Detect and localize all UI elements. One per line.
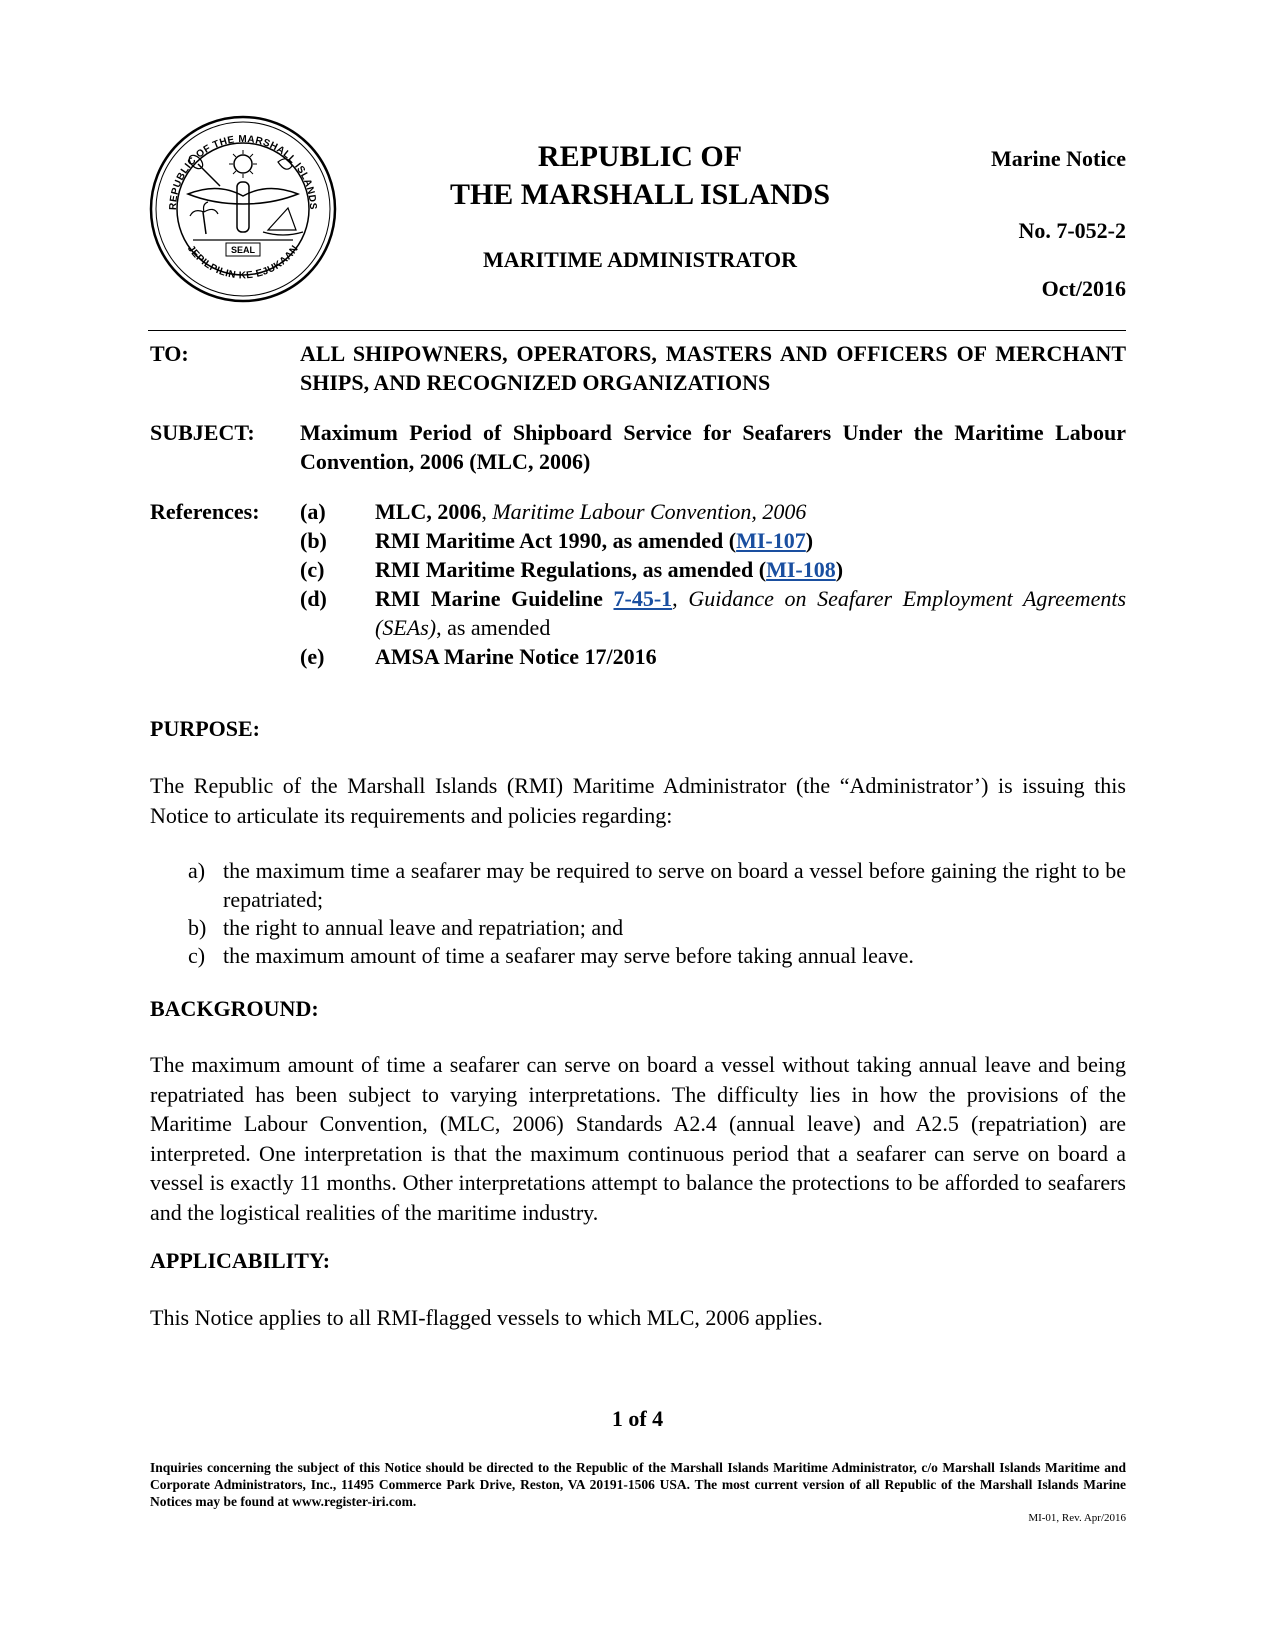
ref-a-sep: , (481, 499, 493, 524)
ref-b (375, 526, 1126, 555)
ref-c-link[interactable]: MI-108 (766, 557, 836, 582)
doc-number: No. 7-052-2 (1018, 218, 1126, 243)
ref-c-letter: (c) (300, 557, 325, 582)
seal-label: SEAL (230, 245, 256, 255)
ref-e-title: AMSA Marine Notice 17/2016 (375, 644, 657, 669)
purpose-intro: The Republic of the Marshall Islands (RMI) Maritime Administrator (the “Administrator’) is issuing this Notice to articulate its requirements and policies regarding: (150, 773, 1126, 828)
ref-d-link[interactable]: 7-45-1 (613, 586, 673, 611)
seal-text-top: REPUBLIC OF THE MARSHALL ISLANDS (167, 134, 319, 211)
ref-b-letter: (b) (300, 528, 327, 553)
ref-d-sep: , (672, 586, 689, 611)
ref-a-letter: (a) (300, 499, 326, 524)
ref-c-title: RMI Maritime Regulations, as amended ( (375, 557, 767, 582)
marshall-islands-seal-icon (148, 112, 338, 306)
subtitle: MARITIME ADMINISTRATOR (483, 247, 797, 272)
background-text: The maximum amount of time a seafarer can serve on board a vessel without taking annual leave and being repatriated has been subject to varying interpretations. The difficulty lies in how the provisions of the Maritime Labour Convention, (MLC, 2006) Standards A2.4 (annual leave) and A2.5 (repatriation) are interpreted. One interpretation is that the maximum continuous period that a seafarer can serve on board a vessel is exactly 11 months. Other interpretations attempt to balance the protections to be afforded to seafarers and the logistical realities of the maritime industry. (150, 1052, 1126, 1225)
form-id: MI-01, Rev. Apr/2016 (1028, 1512, 1126, 1524)
references-label: References: (150, 499, 260, 524)
purpose-heading: PURPOSE: (150, 716, 260, 741)
applicability-heading: APPLICABILITY: (150, 1248, 331, 1273)
to-label: TO: (150, 341, 189, 366)
ref-e (375, 642, 1126, 671)
purpose-item-c: the maximum amount of time a seafarer may serve before taking annual leave. (223, 943, 914, 968)
ref-a-title: MLC, 2006 (375, 499, 482, 524)
ref-a-italic: Maritime Labour Convention, 2006 (492, 499, 807, 524)
purpose-item-b: the right to annual leave and repatriation; and (223, 915, 624, 940)
ref-d-title: RMI Marine Guideline (375, 586, 614, 611)
ref-c (375, 555, 1126, 584)
title-line-2: THE MARSHALL ISLANDS (449, 178, 831, 211)
subject-value: Maximum Period of Shipboard Service for Seafarers Under the Maritime Labour Convention, 2006 (MLC, 2006) (300, 420, 1126, 474)
ref-b-link[interactable]: MI-107 (736, 528, 806, 553)
purpose-item-b-marker: b) (188, 915, 207, 940)
purpose-item-a: the maximum time a seafarer may be required to serve on board a vessel before gaining the right to be repatriated; (223, 858, 1126, 912)
header-divider (148, 330, 1126, 331)
title-line-1: REPUBLIC OF (537, 140, 743, 173)
ref-d-letter: (d) (300, 586, 327, 611)
applicability-text: This Notice applies to all RMI-flagged vessels to which MLC, 2006 applies. (150, 1305, 823, 1330)
to-value: ALL SHIPOWNERS, OPERATORS, MASTERS AND OFFICERS OF MERCHANT SHIPS, AND RECOGNIZED ORGANIZATIONS (300, 341, 1126, 395)
footer-inquiries: Inquiries concerning the subject of this Notice should be directed to the Republic of the Marshall Islands Maritime Administrator, c/o Marshall Islands Maritime and Corporate Administrators, Inc., 11495 Commerce Park Drive, Reston, VA 20191-1506 USA. The most current version of all Republic of the Marshall Islands Marine Notices may be found at www.register-iri.com. (150, 1460, 1126, 1509)
purpose-item-c-marker: c) (188, 943, 206, 968)
purpose-item-a-marker: a) (188, 858, 206, 883)
ref-d (375, 584, 1126, 642)
subject-label: SUBJECT: (150, 420, 255, 445)
ref-b-title: RMI Maritime Act 1990, as amended ( (375, 528, 737, 553)
doc-type: Marine Notice (991, 146, 1126, 171)
ref-d-tail: , as amended (436, 615, 551, 640)
seal-text-bottom: JEPILPILIN KE EJUKAAN (184, 243, 302, 282)
ref-e-letter: (e) (300, 644, 325, 669)
ref-d-italic: Guidance on Seafarer Employment Agreements (SEAs) (375, 586, 1127, 640)
doc-date: Oct/2016 (1041, 276, 1126, 301)
ref-c-close: ) (835, 557, 844, 582)
ref-a (375, 497, 1126, 526)
background-heading: BACKGROUND: (150, 996, 319, 1021)
page-number: 1 of 4 (611, 1406, 664, 1431)
ref-b-close: ) (805, 528, 814, 553)
